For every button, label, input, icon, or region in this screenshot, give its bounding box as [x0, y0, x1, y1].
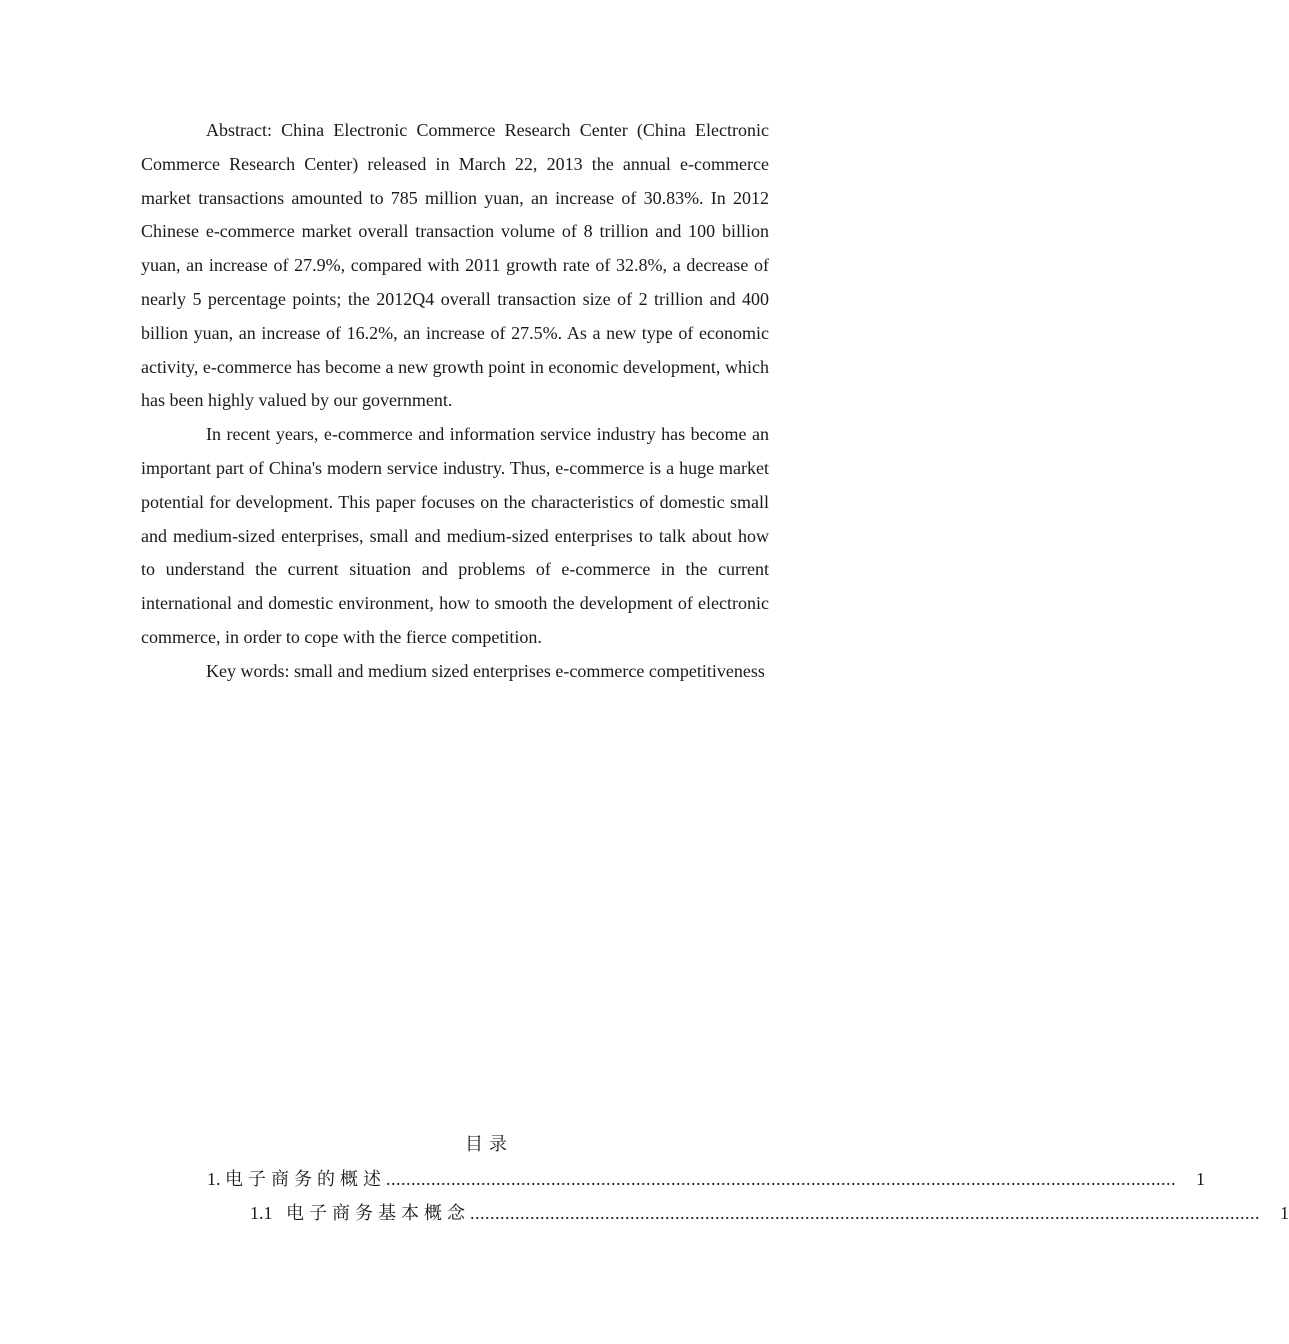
toc-entry-page: 1 — [1196, 1169, 1205, 1189]
abstract-paragraph: Abstract: China Electronic Commerce Research Center (China Electronic Commerce Research Center) released in March 22, 2013 the annual e-commerce market transactions amounted to 785 million yuan, an increase of 30.83%. In 2012 Chinese e-commerce market overall transaction volume of 8 trillion and 100 billion yuan, an increase of 27.9%, compared with 2011 growth rate of 32.8%, a decrease of nearly 5 percentage points; the 2012Q4 overall transaction size of 2 trillion and 400 billion yuan, an increase of 16.2%, an increase of 27.5%. As a new type of economic activity, e-commerce has become a new growth point in economic development, which has been highly valued by our government. — [141, 120, 769, 411]
toc-entry[interactable] — [207, 1162, 1205, 1196]
toc-entry-number: 1. — [207, 1169, 225, 1189]
toc-entry-label: 电子商务基本概念 — [286, 1203, 470, 1223]
abstract-section — [141, 114, 769, 689]
abstract-paragraph: In recent years, e-commerce and information service industry has become an important part of China's modern service industry. Thus, e-commerce is a huge market potential for development. This paper focuses on the characteristics of domestic small and medium-sized enterprises, small and medium-sized enterprises to talk about how to understand the current situation and problems of e-commerce in the current international and domestic environment, how to smooth the development of electronic commerce, in order to cope with the fierce competition. — [141, 424, 769, 647]
toc-entry-number: 1.1 — [250, 1203, 286, 1223]
toc-entry-label: 电子商务的概述 — [225, 1169, 386, 1189]
toc-dot-leader: .............................................................................................................................................................. — [386, 1169, 1176, 1189]
keywords-paragraph: Key words: small and medium sized enterprises e-commerce competitiveness — [206, 660, 765, 681]
toc-entry-page: 1 — [1280, 1203, 1289, 1223]
toc-title: 目录 — [465, 1134, 513, 1154]
toc-entry[interactable] — [250, 1196, 1289, 1230]
toc-dot-leader: .............................................................................................................................................................. — [470, 1203, 1260, 1223]
